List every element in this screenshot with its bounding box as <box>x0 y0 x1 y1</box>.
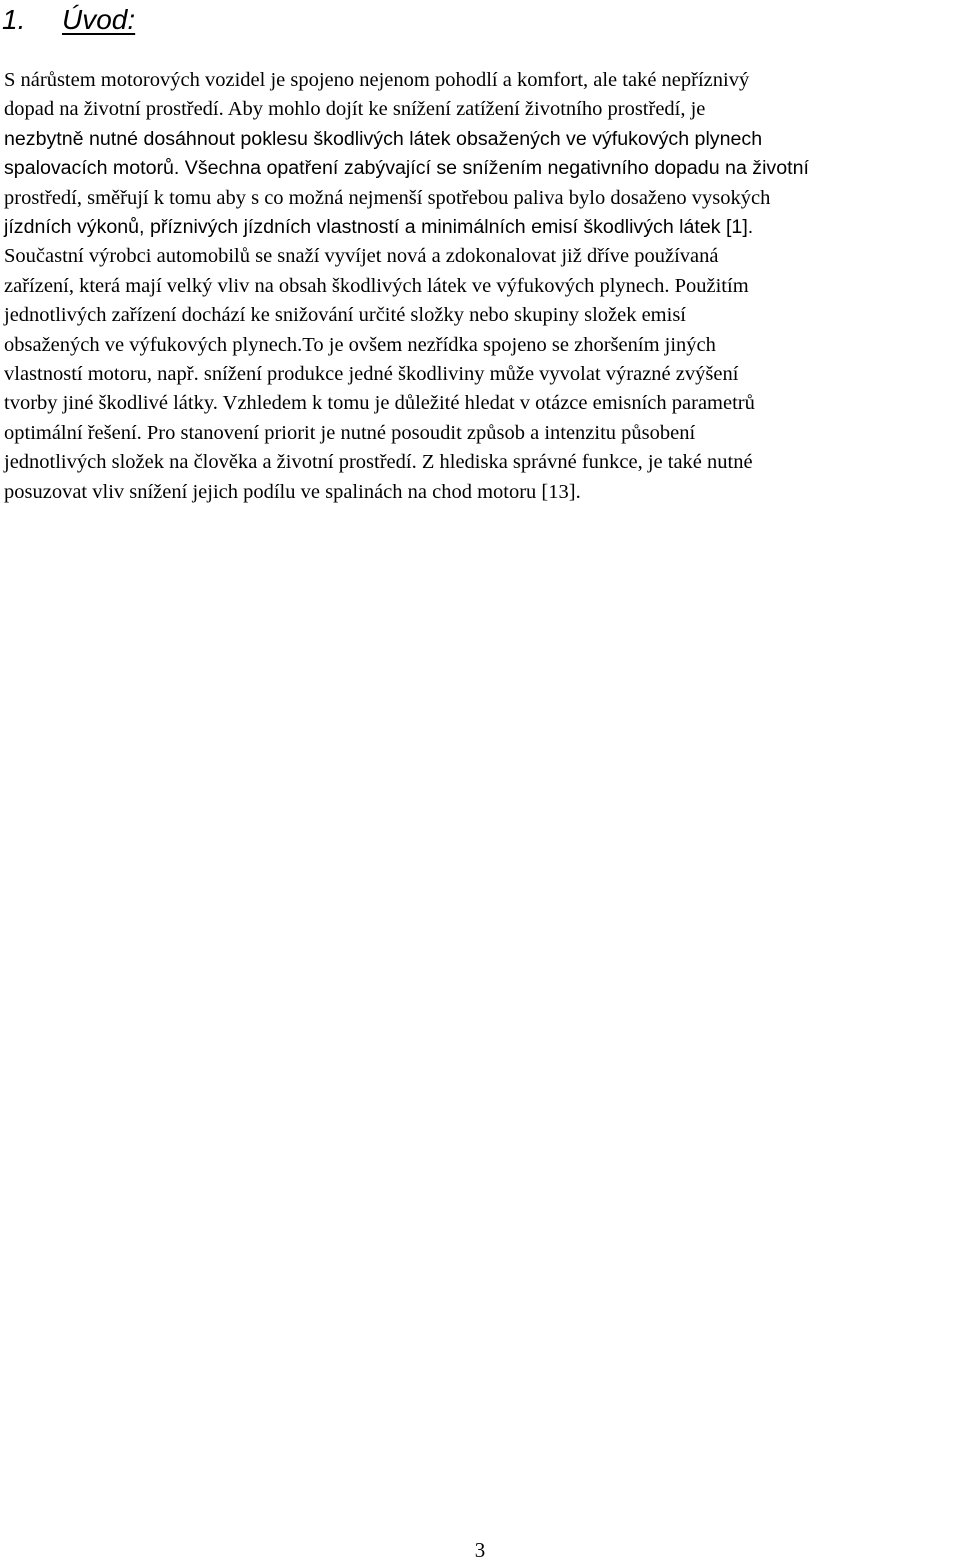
paragraph-line <box>4 478 954 507</box>
line-text-serif: prostředí, směřují k tomu aby s co možná nejmenší spotřebou paliva bylo dosaženo vysokých <box>4 186 771 209</box>
line-text-serif: obsažených ve výfukových plynech.To je ovšem nezřídka spojeno se zhoršením jiných <box>4 333 716 356</box>
line-text-serif: jednotlivých zařízení dochází ke snižování určité složky nebo skupiny složek emisí <box>4 304 686 327</box>
line-text-serif: Součastní výrobci automobilů se snaží vyvíjet nová a zdokonalovat již dříve používaná <box>4 245 719 268</box>
paragraph-line <box>4 301 954 330</box>
line-text-serif: jednotlivých složek na člověka a životní prostředí. Z hlediska správné funkce, je také nutné <box>4 451 753 474</box>
line-text-serif: S nárůstem motorových vozidel je spojeno nejenom pohodlí a komfort, ale také nepříznivý <box>4 69 750 91</box>
paragraph-line <box>4 389 954 418</box>
line-text-sans: nezbytně nutné dosáhnout poklesu škodlivých látek obsažených ve výfukových plynech <box>4 127 763 150</box>
line-text-sans: jízdních výkonů, příznivých jízdních vlastností a minimálních emisí škodlivých látek [1]. <box>4 216 754 239</box>
page-number: 3 <box>474 1538 486 1562</box>
line-text-serif: posuzovat vliv snížení jejich podílu ve spalinách na chod motoru [13]. <box>4 480 581 503</box>
paragraph-line <box>4 448 954 477</box>
paragraph-line <box>4 213 954 242</box>
line-text-serif: vlastností motoru, např. snížení produkce jedné škodliviny může vyvolat výrazné zvýšení <box>4 363 739 386</box>
paragraph-line <box>4 331 954 360</box>
paragraph-line <box>4 125 954 154</box>
paragraph-line <box>4 66 954 95</box>
paragraph-line <box>4 272 954 301</box>
paragraph-line <box>4 95 954 124</box>
body-paragraph <box>4 66 954 507</box>
line-text-serif: dopad na životní prostředí. Aby mohlo dojít ke snížení zatížení životního prostředí, je <box>4 98 706 121</box>
paragraph-line <box>4 154 954 183</box>
section-heading <box>2 2 135 38</box>
paragraph-line <box>4 419 954 448</box>
line-text-sans: spalovacích motorů. Všechna opatření zabývající se snížením negativního dopadu na životní <box>4 157 809 180</box>
line-text-serif: zařízení, která mají velký vliv na obsah škodlivých látek ve výfukových plynech. Použitím <box>4 274 749 297</box>
section-title: Úvod: <box>62 4 136 35</box>
line-text-serif: tvorby jiné škodlivé látky. Vzhledem k tomu je důležité hledat v otázce emisních parametrů <box>4 392 755 415</box>
paragraph-line <box>4 242 954 271</box>
paragraph-line <box>4 360 954 389</box>
section-number: 1. <box>2 4 26 35</box>
paragraph-line <box>4 184 954 213</box>
line-text-serif: optimální řešení. Pro stanovení priorit je nutné posoudit způsob a intenzitu působení <box>4 421 696 444</box>
